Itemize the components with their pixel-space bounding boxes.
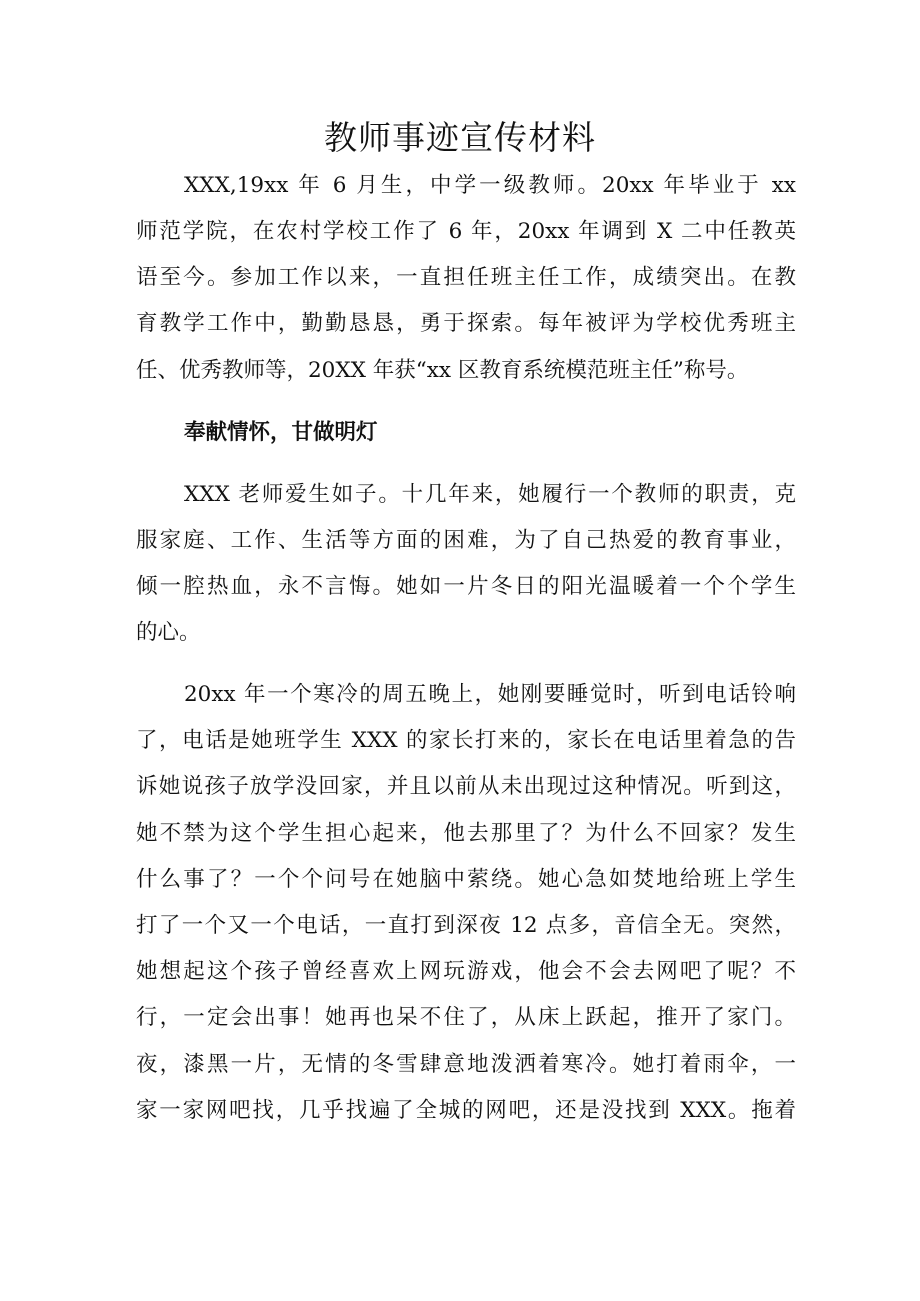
paragraph-line: 诉她说孩子放学没回家，并且以前从未出现过这种情况。听到这， <box>136 774 796 799</box>
paragraph-line: 20xx 年一个寒冷的周五晚上，她刚要睡觉时，听到电话铃响 <box>184 682 796 707</box>
paragraph-line: 夜，漆黑一片，无情的冬雪肆意地泼洒着寒冷。她打着雨伞，一 <box>136 1052 796 1077</box>
paragraph-line: 行，一定会出事！她再也呆不住了，从床上跃起，推开了家门。 <box>136 1005 796 1030</box>
paragraph-line: 什么事了？一个个问号在她脑中萦绕。她心急如焚地给班上学生 <box>136 867 796 892</box>
document-title: 教师事迹宣传材料 <box>324 118 596 157</box>
paragraph-line: 服家庭、工作、生活等方面的困难，为了自己热爱的教育事业， <box>136 528 796 553</box>
paragraph-line: 了，电话是她班学生 XXX 的家长打来的，家长在电话里着急的告 <box>136 728 796 753</box>
intro-line: 师范学院，在农村学校工作了 6 年，20xx 年调到 X 二中任教英 <box>136 219 796 244</box>
intro-line: 语至今。参加工作以来，一直担任班主任工作，成绩突出。在教 <box>136 265 796 290</box>
paragraph-line: 倾一腔热血，永不言悔。她如一片冬日的阳光温暖着一个个学生 <box>136 574 796 599</box>
paragraph-line: XXX 老师爱生如子。十几年来，她履行一个教师的职责，克 <box>184 482 796 507</box>
intro-line: XXX,19xx 年 6 月生，中学一级教师。20xx 年毕业于 xx <box>184 173 796 198</box>
paragraph-line: 她想起这个孩子曾经喜欢上网玩游戏，他会不会去网吧了呢？不 <box>136 959 796 984</box>
paragraph-line: 家一家网吧找，几乎找遍了全城的网吧，还是没找到 XXX。拖着 <box>136 1098 796 1123</box>
intro-line: 任、优秀教师等，20XX 年获“xx 区教育系统模范班主任”称号。 <box>136 358 749 383</box>
paragraph-line: 她不禁为这个学生担心起来，他去那里了？为什么不回家？发生 <box>136 821 796 846</box>
section-heading: 奉献情怀，甘做明灯 <box>184 420 378 445</box>
intro-line: 育教学工作中，勤勤恳恳，勇于探索。每年被评为学校优秀班主 <box>136 311 796 336</box>
paragraph-line: 的心。 <box>136 620 201 645</box>
paragraph-line: 打了一个又一个电话，一直打到深夜 12 点多，音信全无。突然， <box>136 913 796 938</box>
